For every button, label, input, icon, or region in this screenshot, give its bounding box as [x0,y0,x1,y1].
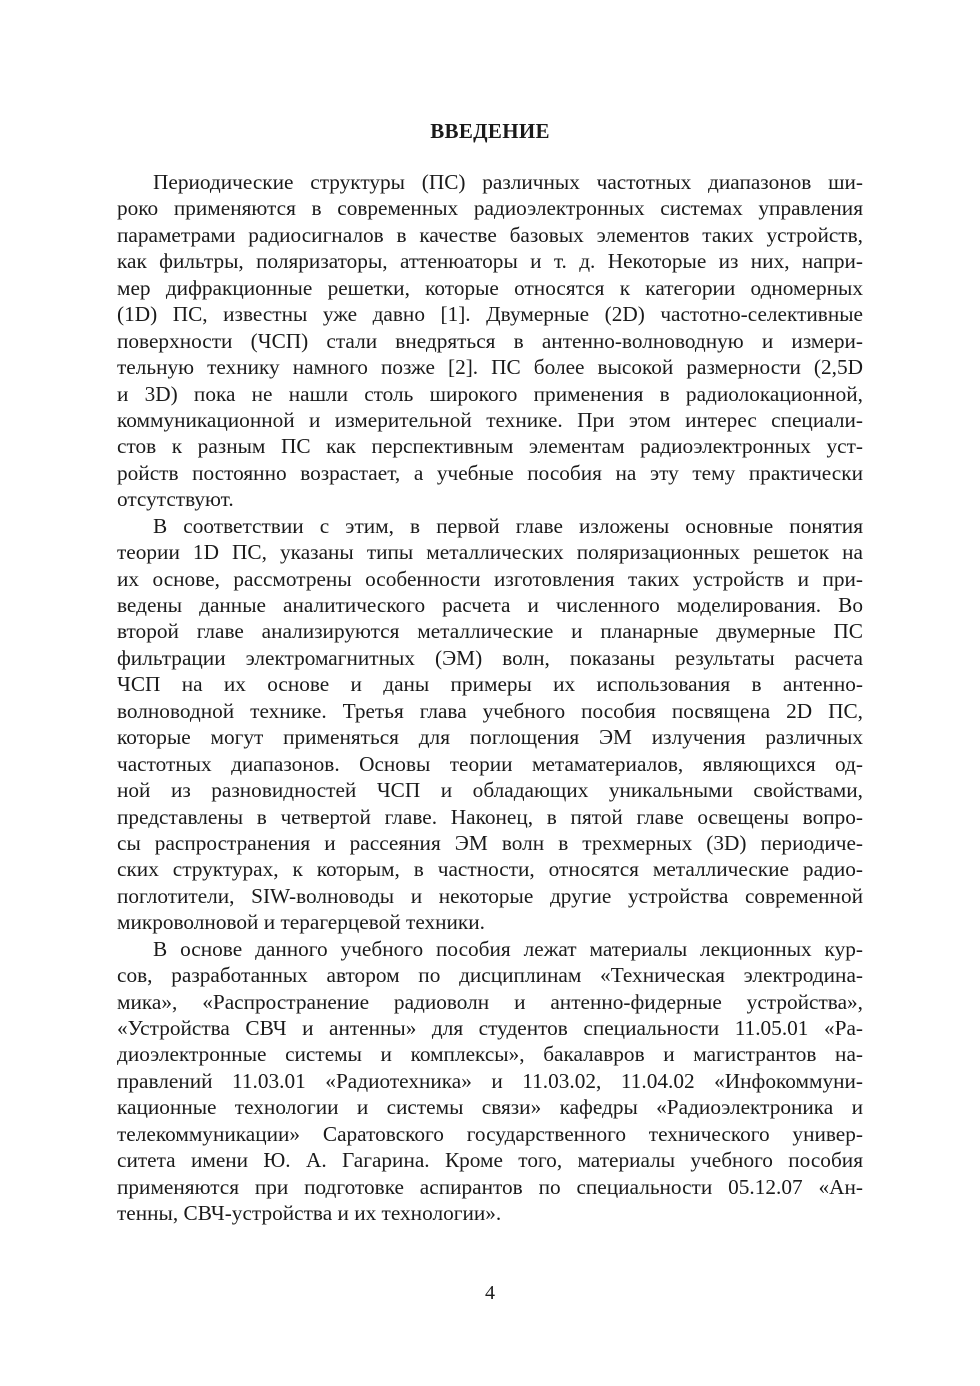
text-line: волноводной технике. Третья глава учебного пособия посвящена 2D ПС, [117,698,863,723]
paragraph-2 [117,513,863,936]
text-line: мер дифракционные решетки, которые относятся к категории одномерных [117,275,863,300]
text-line: ройств постоянно возрастает, а учебные пособия на эту тему практически [117,460,863,485]
text-line: которые могут применяться для поглощения ЭМ излучения различных [117,725,863,750]
text-line: как фильтры, поляризаторы, аттенюаторы и т. д. Некоторые из них, напри- [117,249,863,274]
text-line: и 3D) пока не нашли столь широкого применения в радиолокационной, [117,381,863,406]
text-line: поглотители, SIW-волноводы и некоторые другие устройства современной [117,883,863,908]
body-text [117,169,863,1227]
text-line: ЧСП на их основе и даны примеры их использования в антенно- [117,672,863,697]
text-line: «Устройства СВЧ и антенны» для студентов специальности 11.05.01 «Ра- [117,1016,863,1040]
text-line: мика», «Распространение радиоволн и антенно-фидерные устройства», [117,989,863,1014]
text-line: правлений 11.03.01 «Радиотехника» и 11.03.02, 11.04.02 «Инфокоммуни- [117,1068,863,1093]
text-line: стов к разным ПС как перспективным элементам радиоэлектронных уст- [117,434,863,459]
text-line: (1D) ПС, известны уже давно [1]. Двумерные (2D) частотно-селективные [117,302,863,327]
text-line: диоэлектронные системы и комплексы», бакалавров и магистрантов на- [117,1042,863,1067]
paragraph-3 [117,936,863,1227]
text-line: В соответствии с этим, в первой главе изложены основные понятия [153,513,863,538]
text-line: тенны, СВЧ-устройства и их технологии». [117,1201,502,1226]
text-line: их основе, рассмотрены особенности изготовления таких устройств и при- [117,566,863,591]
text-line: ситета имени Ю. А. Гагарина. Кроме того, материалы учебного пособия [117,1148,863,1173]
text-line: телекоммуникации» Саратовского государственного технического универ- [117,1121,863,1146]
text-line: роко применяются в современных радиоэлектронных системах управления [117,196,863,221]
text-line: второй главе анализируются металлические и планарные двумерные ПС [117,619,863,644]
text-line: коммуникационной и измерительной технике. При этом интерес специали- [117,407,863,432]
text-line: ведены данные аналитического расчета и численного моделирования. Во [117,593,863,617]
text-line: теории 1D ПС, указаны типы металлических поляризационных решеток на [117,540,863,565]
text-line: отсутствуют. [117,487,234,512]
text-line: частотных диапазонов. Основы теории метаматериалов, являющихся од- [117,751,863,776]
text-line: ских структурах, к которым, в частности, относятся металлические радио- [117,857,863,882]
text-line: кационные технологии и системы связи» кафедры «Радиоэлектроника и [117,1095,863,1120]
text-line: сов, разработанных автором по дисциплинам «Техническая электродина- [117,963,863,988]
text-line: применяются при подготовке аспирантов по специальности 05.12.07 «Ан- [117,1174,863,1199]
text-line: микроволновой и терагерцевой техники. [117,910,486,935]
text-line: В основе данного учебного пособия лежат материалы лекционных кур- [153,936,863,961]
text-line: ной из разновидностей ЧСП и обладающих уникальными свойствами, [117,778,863,803]
text-line: представлены в четвертой главе. Наконец, в пятой главе освещены вопро- [117,804,863,829]
page-number: 4 [485,1282,495,1304]
text-line: фильтрации электромагнитных (ЭМ) волн, показаны результаты расчета [117,645,863,670]
page-heading: ВВЕДЕНИЕ [430,119,550,143]
text-line: Периодические структуры (ПС) различных частотных диапазонов ши- [153,170,863,194]
paragraph-1 [117,169,863,513]
text-line: параметрами радиосигналов в качестве базовых элементов таких устройств, [117,222,863,247]
text-line: поверхности (ЧСП) стали внедряться в антенно-волноводную и измери- [117,328,863,353]
text-line: сы распространения и рассеяния ЭМ волн в трехмерных (3D) периодиче- [117,830,863,855]
text-line: тельную технику намного позже [2]. ПС более высокой размерности (2,5D [117,355,863,380]
